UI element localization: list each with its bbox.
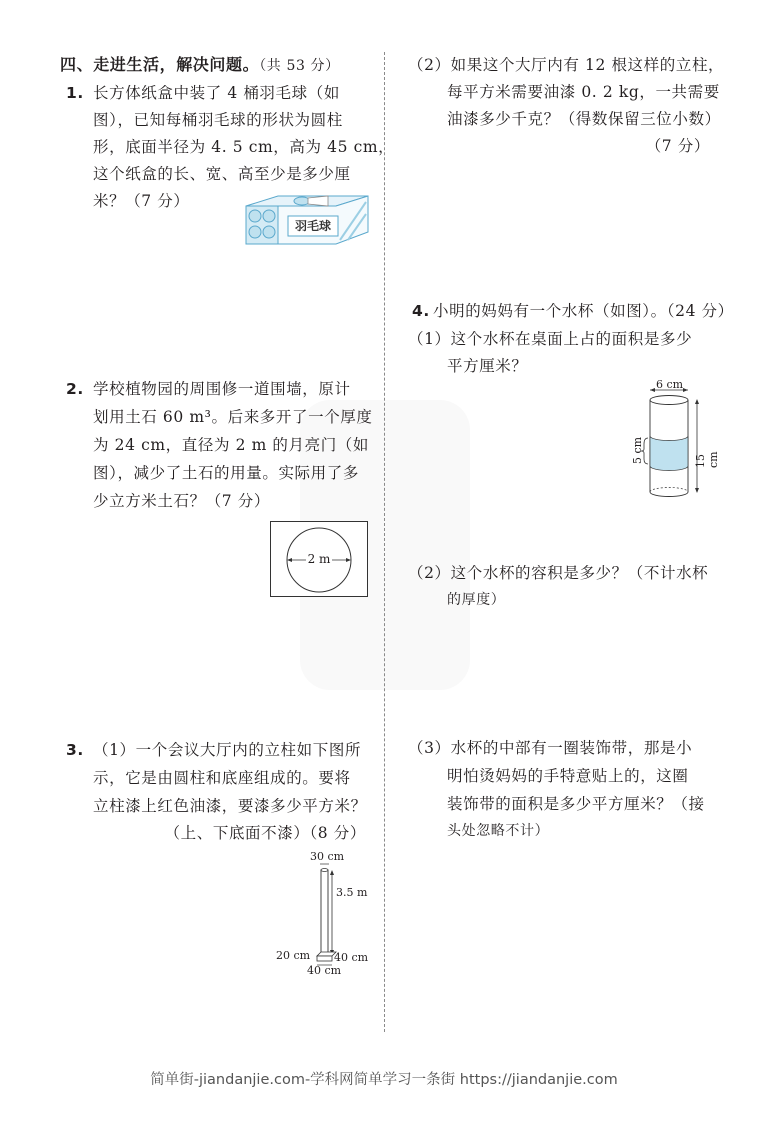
q3-part2-line: （2）如果这个大厅内有 12 根这样的立柱，	[408, 56, 725, 74]
q2-line: 图），减少了土石的用量。实际用了多	[93, 464, 359, 482]
moon-gate-figure	[270, 521, 368, 597]
pillar-figure	[270, 848, 380, 978]
base-height-label: 20 cm	[276, 949, 311, 962]
section-score: （共 53 分）	[259, 58, 340, 74]
moon-gate-diameter-label: 2 m	[307, 552, 331, 566]
q4-number: 4.	[412, 302, 430, 320]
q4-part2-line: 的厚度）	[447, 592, 506, 608]
pillar-height-label: 3.5 m	[336, 886, 368, 899]
q2-line: 划用土石 60 m³。后来多开了一个厚度	[93, 408, 373, 426]
q3-number: 3.	[66, 741, 84, 759]
q1-line: 米？（7 分）	[93, 192, 190, 210]
q1-line: 形，底面半径为 4. 5 cm，高为 45 cm，	[93, 138, 395, 156]
q4-part3-line: 明怕烫妈妈的手特意贴上的，这圈	[447, 767, 689, 785]
q4-part2-line: （2）这个水杯的容积是多少？（不计水杯	[408, 564, 709, 582]
q4-part3-line: 头处忽略不计）	[447, 823, 550, 839]
footer-source: 简单街-jiandanjie.com-学科网简单学习一条街 https://jiandanjie.com	[150, 1072, 618, 1088]
cup-height-label: 15 cm	[694, 451, 720, 468]
base-width-label: 40 cm	[307, 964, 342, 977]
q3-part2-line: 油漆多少千克？（得数保留三位小数）	[447, 110, 721, 128]
q3-part1-line: （上、下底面不漆）（8 分）	[164, 824, 366, 842]
q1-number: 1.	[66, 84, 84, 102]
band-height-label: 5 cm	[631, 436, 645, 465]
q1-line: 这个纸盒的长、宽、高至少是多少厘	[93, 165, 351, 183]
q2-number: 2.	[66, 380, 84, 398]
badminton-label: 羽毛球	[294, 219, 331, 233]
q3-part2-line: 每平方米需要油漆 0. 2 kg，一共需要	[447, 83, 720, 101]
q3-part2-line: （7 分）	[645, 137, 710, 155]
q2-line: 少立方米土石？（7 分）	[93, 492, 270, 510]
q1-line: 长方体纸盒中装了 4 桶羽毛球（如	[93, 84, 340, 102]
q1-line: 图），已知每桶羽毛球的形状为圆柱	[93, 111, 343, 129]
pillar-diameter-label: 30 cm	[310, 850, 345, 863]
badminton-box-figure	[240, 192, 370, 248]
cup-diameter-label: 6 cm	[656, 378, 684, 391]
q2-line: 为 24 cm，直径为 2 m 的月亮门（如	[93, 436, 369, 454]
q4-part1-line: 平方厘米？	[447, 357, 528, 375]
q4-part1-line: （1）这个水杯在桌面上占的面积是多少	[408, 330, 693, 348]
q3-part1-line: （1）一个会议大厅内的立柱如下图所	[93, 741, 362, 759]
q2-line: 学校植物园的周围修一道围墙，原计	[93, 380, 351, 398]
section-heading	[60, 52, 340, 79]
column-divider	[384, 52, 385, 1032]
cup-figure	[631, 378, 724, 505]
section-title: 四、走进生活，解决问题。	[60, 55, 260, 74]
q4-part3-line: （3）水杯的中部有一圈装饰带，那是小	[408, 739, 693, 757]
base-depth-label: 40 cm	[334, 951, 369, 964]
q4-part3-line: 装饰带的面积是多少平方厘米？（接	[447, 795, 705, 813]
q4-intro: 小明的妈妈有一个水杯（如图）。（24 分）	[433, 302, 734, 320]
q3-part1-line: 立柱漆上红色油漆，要漆多少平方米？	[93, 797, 367, 815]
q3-part1-line: 示，它是由圆柱和底座组成的。要将	[93, 769, 351, 787]
